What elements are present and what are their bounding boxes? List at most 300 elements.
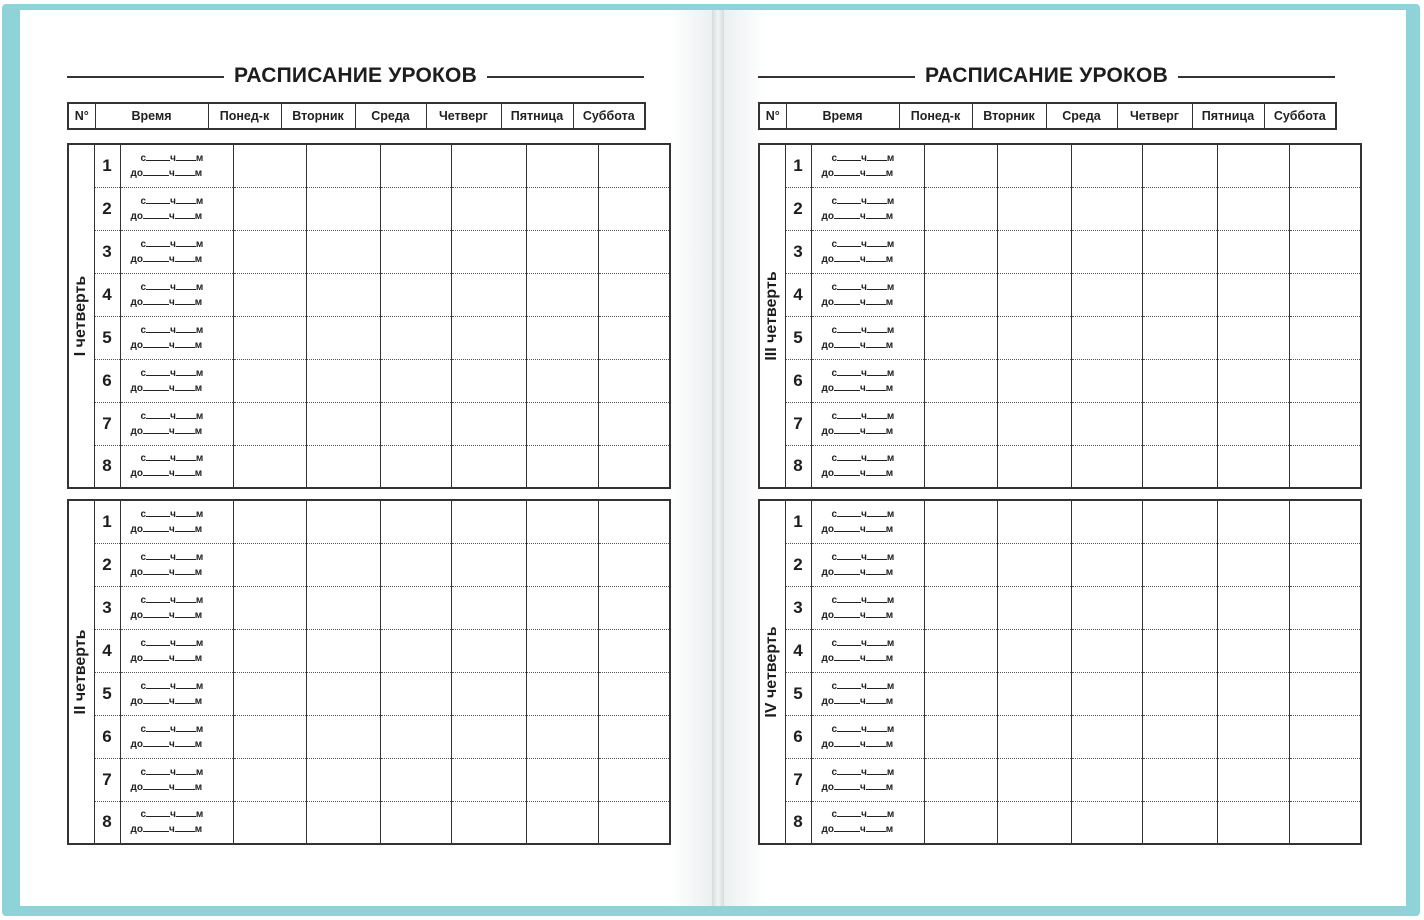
blank-line [834,609,860,618]
hours-label: ч [168,738,175,750]
subject-cell[interactable] [380,543,451,586]
subject-cell[interactable] [306,445,380,488]
blank-line [176,281,196,290]
lesson-number: 5 [785,316,811,359]
subject-cell[interactable] [380,586,451,629]
blank-line [143,425,169,434]
column-header: Вторник [281,103,355,129]
subject-cell[interactable] [306,500,380,543]
subject-cell[interactable] [306,316,380,359]
blank-line [143,609,169,618]
subject-cell[interactable] [1142,359,1217,402]
subject-cell[interactable] [598,230,670,273]
blank-line [146,324,170,333]
minutes-label: м [886,281,895,293]
subject-cell[interactable] [924,230,997,273]
blank-line [143,566,169,575]
subject-cell[interactable] [997,715,1071,758]
subject-cell[interactable] [380,715,451,758]
subject-cell[interactable] [306,273,380,316]
subject-cell[interactable] [1142,316,1217,359]
subject-cell[interactable] [924,273,997,316]
lesson-number: 1 [785,500,811,543]
subject-cell[interactable] [1217,316,1289,359]
subject-cell[interactable] [598,715,670,758]
subject-cell[interactable] [598,187,670,230]
column-header: Среда [355,103,426,129]
to-label: до [130,210,143,222]
subject-cell[interactable] [598,801,670,844]
subject-cell[interactable] [1217,187,1289,230]
blank-line [834,253,860,262]
hours-label: ч [861,680,867,692]
time-cell[interactable] [811,543,924,586]
lesson-row [68,715,670,758]
blank-line [176,410,196,419]
subject-cell[interactable] [451,500,526,543]
subject-cell[interactable] [1071,273,1142,316]
subject-cell[interactable] [380,801,451,844]
time-cell[interactable] [120,316,233,359]
subject-cell[interactable] [924,586,997,629]
subject-cell[interactable] [233,144,306,187]
subject-cell[interactable] [997,230,1071,273]
blank-line [837,152,861,161]
subject-cell[interactable] [233,359,306,402]
blank-line [866,467,886,476]
subject-cell[interactable] [997,402,1071,445]
subject-cell[interactable] [1142,144,1217,187]
blank-line [143,167,169,176]
subject-cell[interactable] [1142,672,1217,715]
subject-cell[interactable] [1217,801,1289,844]
subject-cell[interactable] [1142,273,1217,316]
subject-cell[interactable] [306,672,380,715]
subject-cell[interactable] [1289,316,1361,359]
subject-cell[interactable] [526,629,598,672]
time-cell[interactable] [811,273,924,316]
time-cell[interactable] [120,801,233,844]
subject-cell[interactable] [451,230,526,273]
time-cell[interactable] [120,359,233,402]
subject-cell[interactable] [233,715,306,758]
subject-cell[interactable] [451,187,526,230]
lesson-number: 7 [785,758,811,801]
time-cell[interactable] [811,801,924,844]
minutes-label: м [886,680,895,692]
time-cell[interactable] [120,715,233,758]
subject-cell[interactable] [1142,758,1217,801]
time-cell[interactable] [120,187,233,230]
blank-line [143,695,169,704]
minutes-label: м [885,738,894,750]
subject-cell[interactable] [1289,629,1361,672]
hours-label: ч [168,382,175,394]
subject-cell[interactable] [526,144,598,187]
subject-cell[interactable] [997,629,1071,672]
time-cell[interactable] [811,586,924,629]
subject-cell[interactable] [1142,629,1217,672]
minutes-label: м [885,425,894,437]
subject-cell[interactable] [1142,230,1217,273]
subject-cell[interactable] [598,273,670,316]
lesson-number: 4 [785,273,811,316]
subject-cell[interactable] [924,543,997,586]
subject-cell[interactable] [997,543,1071,586]
subject-cell[interactable] [306,230,380,273]
minutes-label: м [194,210,203,222]
subject-cell[interactable] [1217,273,1289,316]
subject-cell[interactable] [924,629,997,672]
subject-cell[interactable] [380,500,451,543]
hours-label: ч [170,410,176,422]
subject-cell[interactable] [1071,543,1142,586]
quarter-label: III четверть [763,271,781,361]
subject-cell[interactable] [380,230,451,273]
blank-line [175,823,195,832]
blank-line [866,738,886,747]
subject-cell[interactable] [1071,758,1142,801]
subject-cell[interactable] [233,758,306,801]
hours-label: ч [168,609,175,621]
subject-cell[interactable] [924,359,997,402]
minutes-label: м [194,738,203,750]
blank-line [143,823,169,832]
subject-cell[interactable] [1217,758,1289,801]
subject-cell[interactable] [997,672,1071,715]
subject-cell[interactable] [1289,543,1361,586]
subject-cell[interactable] [526,801,598,844]
subject-cell[interactable] [526,359,598,402]
subject-cell[interactable] [1289,230,1361,273]
subject-cell[interactable] [924,445,997,488]
subject-cell[interactable] [997,500,1071,543]
subject-cell[interactable] [380,359,451,402]
subject-cell[interactable] [526,273,598,316]
subject-cell[interactable] [526,316,598,359]
subject-cell[interactable] [924,758,997,801]
subject-cell[interactable] [526,500,598,543]
blank-line [146,594,170,603]
blank-line [143,253,169,262]
time-cell[interactable] [811,402,924,445]
time-cell[interactable] [120,500,233,543]
time-cell[interactable] [120,672,233,715]
lesson-row [68,316,670,359]
subject-cell[interactable] [997,758,1071,801]
subject-cell[interactable] [526,715,598,758]
subject-cell[interactable] [380,144,451,187]
subject-cell[interactable] [306,543,380,586]
subject-cell[interactable] [924,187,997,230]
subject-cell[interactable] [997,801,1071,844]
subject-cell[interactable] [1071,715,1142,758]
subject-cell[interactable] [1217,445,1289,488]
time-cell[interactable] [120,273,233,316]
subject-cell[interactable] [1071,187,1142,230]
subject-cell[interactable] [598,402,670,445]
subject-cell[interactable] [233,500,306,543]
subject-cell[interactable] [1217,543,1289,586]
time-cell[interactable] [811,359,924,402]
hours-label: ч [168,339,175,351]
minutes-label: м [885,296,894,308]
blank-line [176,808,196,817]
subject-cell[interactable] [1142,801,1217,844]
subject-cell[interactable] [526,586,598,629]
subject-cell[interactable] [526,187,598,230]
subject-cell[interactable] [451,758,526,801]
subject-cell[interactable] [233,230,306,273]
subject-cell[interactable] [233,273,306,316]
subject-cell[interactable] [1071,801,1142,844]
blank-line [175,296,195,305]
minutes-label: м [886,594,895,606]
minutes-label: м [886,238,895,250]
time-cell[interactable] [120,758,233,801]
time-cell[interactable] [811,629,924,672]
subject-cell[interactable] [598,543,670,586]
subject-cell[interactable] [598,359,670,402]
subject-cell[interactable] [380,445,451,488]
to-label: до [130,824,143,836]
subject-cell[interactable] [306,402,380,445]
subject-cell[interactable] [1217,402,1289,445]
subject-cell[interactable] [1217,672,1289,715]
subject-cell[interactable] [233,316,306,359]
blank-line [834,167,860,176]
subject-cell[interactable] [526,230,598,273]
subject-cell[interactable] [1217,586,1289,629]
subject-cell[interactable] [1217,230,1289,273]
subject-cell[interactable] [598,500,670,543]
subject-cell[interactable] [306,359,380,402]
blank-line [867,594,887,603]
time-cell[interactable] [811,715,924,758]
subject-cell[interactable] [1289,445,1361,488]
subject-cell[interactable] [1217,629,1289,672]
blank-line [143,781,169,790]
lesson-number: 7 [785,402,811,445]
subject-cell[interactable] [306,629,380,672]
subject-cell[interactable] [451,715,526,758]
subject-cell[interactable] [451,273,526,316]
hours-label: ч [861,508,867,520]
minutes-label: м [195,766,204,778]
time-cell[interactable] [120,230,233,273]
subject-cell[interactable] [526,445,598,488]
subject-cell[interactable] [997,445,1071,488]
subject-cell[interactable] [380,672,451,715]
subject-cell[interactable] [451,316,526,359]
subject-cell[interactable] [1289,500,1361,543]
subject-cell[interactable] [1071,586,1142,629]
subject-cell[interactable] [997,187,1071,230]
time-cell[interactable] [120,402,233,445]
subject-cell[interactable] [380,402,451,445]
time-cell[interactable] [811,187,924,230]
subject-cell[interactable] [451,402,526,445]
subject-cell[interactable] [924,672,997,715]
subject-cell[interactable] [1071,500,1142,543]
subject-cell[interactable] [1071,629,1142,672]
subject-cell[interactable] [306,715,380,758]
time-cell[interactable] [811,144,924,187]
lesson-row [68,586,670,629]
subject-cell[interactable] [1289,144,1361,187]
subject-cell[interactable] [451,445,526,488]
from-label: с [140,195,147,207]
subject-cell[interactable] [1071,316,1142,359]
subject-cell[interactable] [306,144,380,187]
time-cell[interactable] [811,672,924,715]
subject-cell[interactable] [924,801,997,844]
subject-cell[interactable] [1071,359,1142,402]
subject-cell[interactable] [924,144,997,187]
subject-cell[interactable] [1142,445,1217,488]
subject-cell[interactable] [451,801,526,844]
subject-cell[interactable] [1071,230,1142,273]
subject-cell[interactable] [233,672,306,715]
time-cell[interactable] [120,144,233,187]
subject-cell[interactable] [924,715,997,758]
subject-cell[interactable] [1142,715,1217,758]
hours-label: ч [861,281,867,293]
lesson-number: 1 [94,144,120,187]
subject-cell[interactable] [526,672,598,715]
subject-cell[interactable] [598,144,670,187]
subject-cell[interactable] [1071,402,1142,445]
subject-cell[interactable] [598,629,670,672]
subject-cell[interactable] [380,187,451,230]
time-cell[interactable] [120,445,233,488]
from-label: с [140,594,147,606]
hours-label: ч [170,766,176,778]
subject-cell[interactable] [233,586,306,629]
subject-cell[interactable] [1142,586,1217,629]
subject-cell[interactable] [1142,402,1217,445]
to-label: до [821,781,834,793]
subject-cell[interactable] [1071,445,1142,488]
subject-cell[interactable] [233,543,306,586]
header-table [67,102,646,130]
subject-cell[interactable] [1071,672,1142,715]
subject-cell[interactable] [1289,187,1361,230]
blank-line [146,367,170,376]
subject-cell[interactable] [598,445,670,488]
subject-cell[interactable] [451,672,526,715]
time-cell[interactable] [811,316,924,359]
subject-cell[interactable] [451,586,526,629]
subject-cell[interactable] [1217,359,1289,402]
subject-cell[interactable] [233,402,306,445]
subject-cell[interactable] [1142,500,1217,543]
subject-cell[interactable] [233,801,306,844]
lesson-row [68,543,670,586]
subject-cell[interactable] [997,144,1071,187]
hours-label: ч [168,566,175,578]
subject-cell[interactable] [924,402,997,445]
subject-cell[interactable] [1142,187,1217,230]
subject-cell[interactable] [233,445,306,488]
subject-cell[interactable] [526,543,598,586]
subject-cell[interactable] [1289,586,1361,629]
subject-cell[interactable] [997,316,1071,359]
subject-cell[interactable] [598,758,670,801]
subject-cell[interactable] [924,316,997,359]
subject-cell[interactable] [1289,402,1361,445]
time-cell[interactable] [120,543,233,586]
subject-cell[interactable] [598,316,670,359]
subject-cell[interactable] [1217,715,1289,758]
subject-cell[interactable] [997,586,1071,629]
subject-cell[interactable] [380,629,451,672]
subject-cell[interactable] [1289,273,1361,316]
blank-line [866,296,886,305]
subject-cell[interactable] [1289,801,1361,844]
time-cell[interactable] [811,445,924,488]
subject-cell[interactable] [380,273,451,316]
subject-cell[interactable] [233,629,306,672]
hours-label: ч [168,468,175,480]
time-cell[interactable] [120,586,233,629]
subject-cell[interactable] [451,629,526,672]
blank-line [867,152,887,161]
subject-cell[interactable] [598,672,670,715]
subject-cell[interactable] [380,758,451,801]
subject-cell[interactable] [997,359,1071,402]
from-label: с [831,453,838,465]
subject-cell[interactable] [997,273,1071,316]
from-label: с [831,809,838,821]
blank-line [834,738,860,747]
subject-cell[interactable] [451,543,526,586]
minutes-label: м [886,637,895,649]
blank-line [866,566,886,575]
hours-label: ч [859,824,866,836]
subject-cell[interactable] [526,758,598,801]
minutes-label: м [886,195,895,207]
minutes-label: м [885,824,894,836]
minutes-label: м [195,152,204,164]
time-cell[interactable] [120,629,233,672]
subject-cell[interactable] [306,586,380,629]
subject-cell[interactable] [598,586,670,629]
subject-cell[interactable] [451,359,526,402]
subject-cell[interactable] [233,187,306,230]
subject-cell[interactable] [1289,715,1361,758]
subject-cell[interactable] [306,187,380,230]
subject-cell[interactable] [1289,359,1361,402]
subject-cell[interactable] [924,500,997,543]
time-cell[interactable] [811,758,924,801]
subject-cell[interactable] [1071,144,1142,187]
time-cell[interactable] [811,500,924,543]
subject-cell[interactable] [1142,543,1217,586]
subject-cell[interactable] [380,316,451,359]
hours-label: ч [861,766,867,778]
time-cell[interactable] [811,230,924,273]
subject-cell[interactable] [451,144,526,187]
subject-cell[interactable] [306,801,380,844]
subject-cell[interactable] [1217,500,1289,543]
subject-cell[interactable] [1217,144,1289,187]
subject-cell[interactable] [1289,758,1361,801]
subject-cell[interactable] [1289,672,1361,715]
subject-cell[interactable] [306,758,380,801]
lesson-number: 5 [785,672,811,715]
subject-cell[interactable] [526,402,598,445]
